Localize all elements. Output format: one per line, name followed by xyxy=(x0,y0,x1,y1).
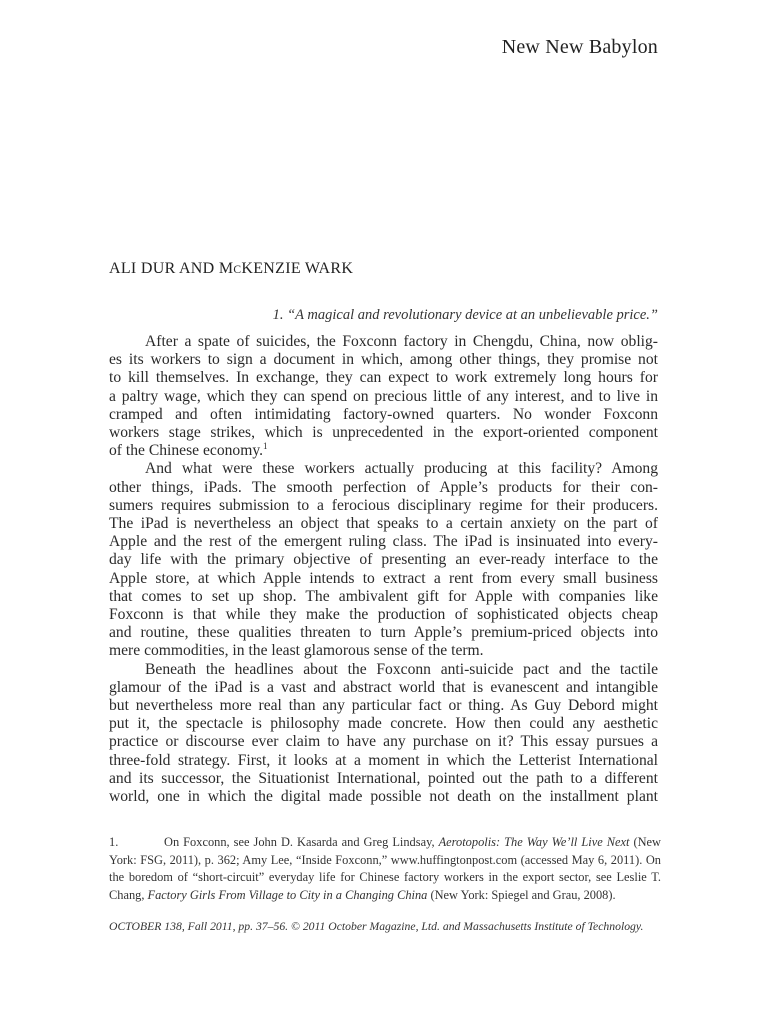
footnote-text: Chang, xyxy=(109,887,148,902)
body-line: mere commodities, in the least glamorous sense of the term. xyxy=(109,642,484,660)
body-line: other things, iPads. The smooth perfection of Apple’s products for their con- xyxy=(109,478,658,496)
body-line: sumers requires submission to a ferocious disciplinary regime for their producers. xyxy=(109,496,658,514)
authors-part-2: KENZIE WARK xyxy=(241,260,354,277)
footnote-book-title: Factory Girls From Village to City in a Changing China xyxy=(147,887,428,902)
body-line: and its successor, the Situationist International, pointed out the path to a different xyxy=(109,769,658,787)
copyright-line: OCTOBER 138, Fall 2011, pp. 37–56. © 2011 October Magazine, Ltd. and Massachusetts Institute of Technology. xyxy=(109,920,644,933)
footnote-number: 1. xyxy=(109,835,119,849)
body-line: three-fold strategy. First, it looks at a moment in which the Letterist International xyxy=(109,751,658,769)
footnote-text: On Foxconn, see John D. Kasarda and Greg Lindsay, xyxy=(164,835,439,849)
body-line: that comes to set up shop. The ambivalent gift for Apple with companies like xyxy=(109,587,658,605)
body-line: workers stage strikes, which is unprecedented in the export-oriented component xyxy=(109,424,658,442)
body-line: put it, the spectacle is philosophy made concrete. How then could any aesthetic xyxy=(109,715,658,733)
footnote-line: the boredom of “short-circuit” everyday life for Chinese factory workers in the export sector, see Leslie T. xyxy=(109,870,661,884)
footnotes xyxy=(109,834,661,904)
body-line: And what were these workers actually producing at this facility? Among xyxy=(145,460,658,478)
section-heading: 1. “A magical and revolutionary device at an unbelievable price.” xyxy=(272,307,658,323)
footnote-text: (New xyxy=(629,835,661,849)
body-line: to kill themselves. In exchange, they can expect to work extremely long hours for xyxy=(109,369,658,387)
paragraph-1 xyxy=(109,333,658,460)
footnote-line xyxy=(109,887,661,905)
body-line-last xyxy=(109,442,658,460)
footnote-book-title: Aerotopolis: The Way We’ll Live Next xyxy=(438,835,630,849)
body-line: The iPad is nevertheless an object that speaks to a certain anxiety on the part of xyxy=(109,515,658,533)
body-line: After a spate of suicides, the Foxconn factory in Chengdu, China, now oblig- xyxy=(145,333,658,350)
footnote-ref: 1 xyxy=(263,441,268,452)
article-body xyxy=(109,333,658,806)
footnote-text: (New York: Spiegel and Grau, 2008). xyxy=(427,887,616,902)
paragraph-2 xyxy=(109,460,658,660)
body-line: Foxconn is that while they make the production of sophisticated objects cheap xyxy=(109,606,658,624)
body-line: world, one in which the digital made possible not death on the installment plant xyxy=(109,788,658,806)
paragraph-3 xyxy=(109,661,658,807)
authors-small-cap: C xyxy=(233,264,242,276)
footnote-line: York: FSG, 2011), p. 362; Amy Lee, “Inside Foxconn,” www.huffingtonpost.com (accessed May 6, 2011). On xyxy=(109,852,661,867)
body-line: es its workers to sign a document in which, among other things, they promise not xyxy=(109,351,658,369)
body-line: day life with the primary objective of presenting an ever-ready interface to the xyxy=(109,551,658,569)
running-title: New New Babylon xyxy=(501,36,658,58)
body-line: and routine, these qualities threaten to turn Apple’s premium-priced objects into xyxy=(109,624,658,642)
footnote-line xyxy=(109,834,661,852)
body-line: Apple and the rest of the emergent ruling class. The iPad is insinuated into every- xyxy=(109,533,658,551)
body-line: a paltry wage, which they can spend on precious little of any interest, and to live in xyxy=(109,387,658,405)
body-line: glamour of the iPad is a vast and abstract world that is evanescent and intangible xyxy=(109,678,658,696)
body-line: cramped and often intimidating factory-owned quarters. No wonder Foxconn xyxy=(109,405,658,423)
body-line: Beneath the headlines about the Foxconn anti-suicide pact and the tactile xyxy=(145,660,658,678)
body-line: Apple store, at which Apple intends to extract a rent from every small business xyxy=(109,569,658,587)
body-line-text: of the Chinese economy. xyxy=(109,442,264,460)
body-line: but nevertheless more real than any particular fact or thing. As Guy Debord might xyxy=(109,697,658,715)
authors-part-1: ALI DUR AND M xyxy=(109,260,234,277)
body-line: practice or discourse ever claim to have any purchase on it? This essay pursues a xyxy=(109,733,658,751)
article-authors xyxy=(109,260,353,278)
